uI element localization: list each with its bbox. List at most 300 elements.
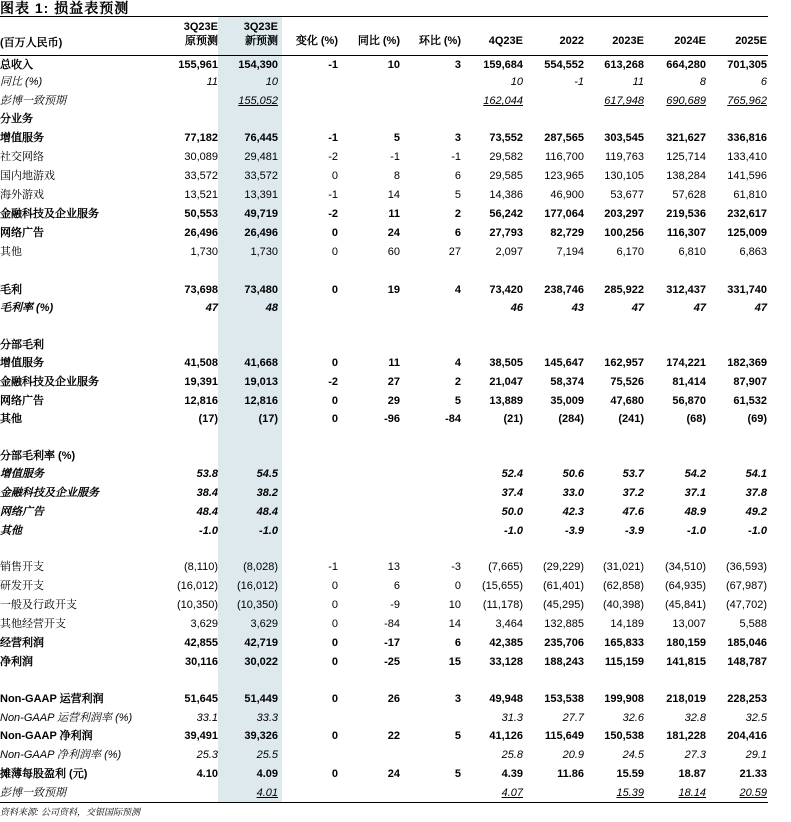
table-cell: -3.9 [625, 525, 644, 537]
column-header [646, 20, 706, 54]
table-cell: 12,816 [244, 395, 278, 407]
table-cell: 331,740 [727, 284, 767, 296]
row-label: 金融科技及企业服务 [0, 208, 99, 220]
table-cell: 13,007 [672, 618, 706, 630]
column-header-line1 [586, 20, 644, 34]
table-cell: 25.3 [196, 749, 218, 761]
table-cell: 11 [206, 76, 218, 88]
table-cell: 29 [387, 395, 400, 407]
table-row [0, 336, 791, 355]
table-cell: 19 [387, 284, 400, 296]
row-label: Non-GAAP 净利润 [0, 730, 93, 742]
table-cell: 49.2 [745, 506, 767, 518]
row-label: 净利润 [0, 656, 33, 668]
table-cell: 47 [631, 302, 644, 314]
table-cell: 87,907 [733, 376, 767, 388]
table-cell: 46,900 [550, 189, 584, 201]
table-cell: 75,526 [610, 376, 644, 388]
table-row [0, 392, 791, 411]
table-cell: 235,706 [544, 637, 584, 649]
row-label: Non-GAAP 净利润率 (%) [0, 749, 122, 761]
table-cell: 32.6 [622, 712, 644, 724]
table-cell: 554,552 [544, 59, 584, 71]
table-cell: 33.0 [562, 487, 584, 499]
table-cell: 701,305 [727, 59, 767, 71]
row-label: 增值服务 [0, 357, 44, 369]
table-cell: 29,585 [489, 170, 523, 182]
table-cell: 24 [387, 768, 400, 780]
table-row [0, 243, 791, 262]
table-cell: 664,280 [666, 59, 706, 71]
table-cell: (11,178) [482, 599, 523, 611]
table-cell: 2,097 [495, 246, 523, 258]
table-row [0, 281, 791, 300]
column-header [586, 20, 644, 54]
table-cell: 141,815 [666, 656, 706, 668]
table-cell: 3,629 [190, 618, 218, 630]
table-cell: 27 [448, 246, 461, 258]
table-cell: 138,284 [666, 170, 706, 182]
table-cell: 8 [393, 170, 400, 182]
table-cell: (10,350) [177, 599, 218, 611]
table-cell: (62,858) [603, 580, 644, 592]
row-label: 金融科技及企业服务 [0, 376, 99, 388]
table-cell: 1,730 [190, 246, 218, 258]
row-label: 总收入 [0, 59, 33, 71]
column-header [214, 20, 278, 54]
column-header-line2: 2025E [735, 35, 767, 47]
table-cell: 5 [454, 395, 461, 407]
row-label: 其他 [0, 413, 22, 425]
unit-label: (百万人民币) [0, 37, 63, 49]
table-cell: (284) [558, 413, 584, 425]
table-cell: 123,965 [544, 170, 584, 182]
table-cell: 47 [205, 302, 218, 314]
table-cell: 22 [387, 730, 400, 742]
column-header-line1 [282, 20, 338, 34]
table-cell: -3 [451, 561, 461, 573]
table-cell: 287,565 [544, 132, 584, 144]
table-cell: 60 [387, 246, 400, 258]
table-cell: -84 [445, 413, 461, 425]
table-cell: 11 [388, 357, 400, 369]
table-cell: 5 [454, 189, 461, 201]
table-cell: 159,684 [483, 59, 523, 71]
table-row [0, 709, 791, 728]
table-row [0, 129, 791, 148]
table-cell: (61,401) [543, 580, 584, 592]
table-cell: 6 [760, 76, 767, 88]
table-cell: 46 [510, 302, 523, 314]
table-cell: (10,350) [237, 599, 278, 611]
table-cell: 31.3 [501, 712, 523, 724]
column-header-line1: 3Q23E [183, 21, 218, 33]
table-cell: 8 [699, 76, 706, 88]
table-cell: 73,552 [489, 132, 523, 144]
table-cell: 14 [387, 189, 400, 201]
table-cell: 3,464 [495, 618, 523, 630]
table-cell: 219,536 [666, 208, 706, 220]
table-cell: 82,729 [550, 227, 584, 239]
column-header [526, 20, 584, 54]
column-header [282, 20, 338, 54]
row-label: 网络广告 [0, 395, 44, 407]
table-cell: (45,295) [543, 599, 584, 611]
column-header-line1 [708, 20, 767, 34]
column-header-line2: 2022 [559, 35, 584, 47]
table-cell: 5,588 [739, 618, 767, 630]
table-cell: 12,816 [184, 395, 218, 407]
table-cell: (67,987) [726, 580, 767, 592]
table-cell: 13,889 [489, 395, 523, 407]
table-row [0, 746, 791, 765]
table-cell: 238,746 [544, 284, 584, 296]
table-cell: 41,508 [184, 357, 218, 369]
table-cell: -1 [328, 561, 338, 573]
row-label: 国内地游戏 [0, 170, 55, 182]
table-cell: 37.1 [684, 487, 706, 499]
table-cell: (69) [747, 413, 767, 425]
table-cell: 19,013 [244, 376, 278, 388]
table-cell: 38.2 [256, 487, 278, 499]
table-cell: 2 [454, 376, 461, 388]
table-cell: 29,481 [244, 151, 278, 163]
table-row [0, 110, 791, 129]
table-cell: 48.4 [256, 506, 278, 518]
table-cell: 50.6 [562, 468, 584, 480]
table-cell: 3 [454, 59, 461, 71]
table-cell: 4.07 [501, 787, 523, 799]
table-cell: 14,386 [489, 189, 523, 201]
table-cell: (241) [618, 413, 644, 425]
table-cell: 0 [331, 656, 338, 668]
row-label: Non-GAAP 运营利润 [0, 693, 104, 705]
table-cell: 6,863 [739, 246, 767, 258]
table-cell: 182,369 [727, 357, 767, 369]
table-row [0, 615, 791, 634]
table-cell: 321,627 [666, 132, 706, 144]
row-label: 其他 [0, 525, 22, 537]
table-cell: 13,391 [244, 189, 278, 201]
row-label: 社交网络 [0, 151, 44, 163]
table-cell: 26 [387, 693, 400, 705]
row-label: 分部毛利 [0, 339, 44, 351]
table-cell: -1.0 [199, 525, 218, 537]
table-cell: -25 [384, 656, 400, 668]
table-cell: 10 [387, 59, 400, 71]
table-cell: 56,870 [672, 395, 706, 407]
table-cell: 29.1 [745, 749, 767, 761]
table-cell: 141,596 [727, 170, 767, 182]
table-cell: 41,126 [489, 730, 523, 742]
table-cell: 32.8 [684, 712, 706, 724]
table-cell: 0 [331, 768, 338, 780]
table-cell: 617,948 [604, 95, 644, 107]
table-cell: 33,572 [244, 170, 278, 182]
table-cell: 42,385 [489, 637, 523, 649]
table-cell: 77,182 [184, 132, 218, 144]
table-cell: 53,677 [610, 189, 644, 201]
table-cell: 48.4 [196, 506, 218, 518]
table-row [0, 784, 791, 803]
table-cell: 33,128 [489, 656, 523, 668]
table-cell: 3,629 [250, 618, 278, 630]
table-cell: 27 [387, 376, 400, 388]
table-cell: 0 [331, 618, 338, 630]
table-cell: (40,398) [603, 599, 644, 611]
table-cell: 32.5 [745, 712, 767, 724]
table-cell: 26,496 [184, 227, 218, 239]
table-cell: 119,763 [605, 151, 644, 163]
table-cell: 30,022 [244, 656, 278, 668]
table-cell: 56,242 [489, 208, 523, 220]
table-cell: 6 [454, 227, 461, 239]
table-cell: 4.10 [196, 768, 218, 780]
row-label: 分业务 [0, 113, 33, 125]
table-cell: 100,256 [604, 227, 644, 239]
table-cell: 54.2 [684, 468, 706, 480]
table-cell: 181,228 [666, 730, 706, 742]
table-cell: 19,391 [184, 376, 218, 388]
table-cell: 130,105 [604, 170, 644, 182]
table-cell: 37.2 [622, 487, 644, 499]
table-row [0, 596, 791, 615]
table-cell: 61,810 [733, 189, 767, 201]
table-cell: 48 [265, 302, 278, 314]
column-header-line2: 2024E [674, 35, 706, 47]
table-row [0, 410, 791, 429]
table-row [0, 727, 791, 746]
table-cell: 6,810 [678, 246, 706, 258]
table-cell: 203,297 [604, 208, 644, 220]
table-cell: 0 [331, 246, 338, 258]
table-cell: 20.9 [562, 749, 584, 761]
table-cell: 73,420 [489, 284, 523, 296]
table-cell: 13 [387, 561, 400, 573]
table-cell: 4.39 [501, 768, 523, 780]
column-header-line1 [402, 20, 461, 34]
table-cell: (36,593) [726, 561, 767, 573]
table-cell: 24 [387, 227, 400, 239]
table-cell: 4.09 [256, 768, 278, 780]
table-cell: 116,700 [545, 151, 584, 163]
row-label: 其他 [0, 246, 22, 258]
table-cell: 30,116 [184, 656, 218, 668]
table-cell: 42,719 [244, 637, 278, 649]
table-cell: (45,841) [665, 599, 706, 611]
table-cell: 53.8 [196, 468, 218, 480]
table-cell: 199,908 [604, 693, 644, 705]
table-cell: 47 [693, 302, 706, 314]
table-cell: 52.4 [501, 468, 523, 480]
table-cell: -1.0 [504, 525, 523, 537]
row-label: 网络广告 [0, 227, 44, 239]
table-cell: -1 [328, 59, 338, 71]
row-label: 网络广告 [0, 506, 44, 518]
table-cell: 116,307 [666, 227, 706, 239]
row-label: 毛利率 (%) [0, 302, 54, 314]
table-cell: 132,885 [544, 618, 584, 630]
column-header-line2: 环比 (%) [418, 35, 461, 47]
table-row [0, 186, 791, 205]
table-cell: 33.1 [196, 712, 218, 724]
column-header [150, 20, 218, 54]
table-cell: 50.0 [501, 506, 523, 518]
table-cell: 0 [331, 357, 338, 369]
table-cell: 0 [454, 580, 461, 592]
table-cell: 765,962 [727, 95, 767, 107]
table-cell: -2 [328, 151, 338, 163]
table-cell: 51,645 [184, 693, 218, 705]
table-cell: 18.14 [678, 787, 706, 799]
row-label: Non-GAAP 运营利润率 (%) [0, 712, 133, 724]
table-cell: 47 [754, 302, 767, 314]
table-cell: 30,089 [184, 151, 218, 163]
table-cell: 27,793 [489, 227, 523, 239]
table-cell: (34,510) [665, 561, 706, 573]
table-cell: (31,021) [603, 561, 644, 573]
table-cell: (17) [258, 413, 278, 425]
row-label: 摊薄每股盈利 (元) [0, 768, 88, 780]
column-header-line2: 新预测 [245, 35, 278, 47]
table-cell: 0 [331, 599, 338, 611]
table-cell: 303,545 [604, 132, 644, 144]
table-cell: (68) [686, 413, 706, 425]
table-cell: (21) [503, 413, 523, 425]
table-cell: 6 [393, 580, 400, 592]
table-cell: 27.7 [562, 712, 584, 724]
table-cell: 188,243 [544, 656, 584, 668]
table-row [0, 577, 791, 596]
table-cell: 690,689 [666, 95, 706, 107]
table-cell: -84 [384, 618, 400, 630]
row-label: 同比 (%) [0, 76, 43, 88]
column-header-line2: 原预测 [185, 35, 218, 47]
table-cell: 47,680 [610, 395, 644, 407]
column-header [708, 20, 767, 54]
table-cell: 115,649 [544, 730, 584, 742]
table-cell: 5 [454, 730, 461, 742]
table-cell: 10 [448, 599, 461, 611]
table-cell: -17 [384, 637, 400, 649]
table-cell: 4 [454, 284, 461, 296]
table-row [0, 354, 791, 373]
table-cell: -1.0 [259, 525, 278, 537]
table-cell: 0 [331, 693, 338, 705]
table-cell: 54.5 [256, 468, 278, 480]
row-label: 增值服务 [0, 132, 44, 144]
table-cell: -1.0 [687, 525, 706, 537]
column-header [340, 20, 400, 54]
column-header-line1 [526, 20, 584, 34]
column-header-line1: 3Q23E [243, 21, 278, 33]
table-cell: 177,064 [544, 208, 584, 220]
row-label: 分部毛利率 (%) [0, 450, 76, 462]
table-cell: 61,532 [733, 395, 767, 407]
table-cell: 15.39 [616, 787, 644, 799]
row-label: 销售开支 [0, 561, 44, 573]
table-cell: 153,538 [544, 693, 584, 705]
table-row [0, 447, 791, 466]
table-cell: 4.01 [256, 787, 278, 799]
table-cell: 4 [454, 357, 461, 369]
table-cell: 73,480 [244, 284, 278, 296]
table-cell: -1 [574, 76, 584, 88]
table-cell: 42,855 [184, 637, 218, 649]
table-cell: 49,948 [489, 693, 523, 705]
table-cell: 76,445 [244, 132, 278, 144]
table-cell: 185,046 [727, 637, 767, 649]
table-cell: 25.8 [501, 749, 523, 761]
table-cell: 232,617 [727, 208, 767, 220]
table-cell: 5 [393, 132, 400, 144]
table-row [0, 484, 791, 503]
row-label: 彭博一致预期 [0, 787, 66, 799]
table-cell: (15,655) [482, 580, 523, 592]
table-cell: 81,414 [672, 376, 706, 388]
table-cell: (8,028) [243, 561, 278, 573]
table-cell: 155,052 [238, 95, 278, 107]
table-cell: 25.5 [256, 749, 278, 761]
table-cell: 218,019 [666, 693, 706, 705]
table-cell: -1 [390, 151, 400, 163]
table-cell: -2 [328, 376, 338, 388]
table-cell: 3 [454, 693, 461, 705]
table-cell: 54.1 [745, 468, 767, 480]
table-cell: 33.3 [256, 712, 278, 724]
table-cell: 0 [331, 227, 338, 239]
column-header [462, 20, 523, 54]
column-header-line2: 同比 (%) [357, 35, 400, 47]
table-cell: -1.0 [748, 525, 767, 537]
column-header-line2: 4Q23E [488, 35, 523, 47]
table-cell: -1 [328, 189, 338, 201]
table-cell: 0 [331, 413, 338, 425]
table-cell: (47,702) [726, 599, 767, 611]
table-cell: 148,787 [727, 656, 767, 668]
table-cell: 21,047 [489, 376, 523, 388]
table-row [0, 503, 791, 522]
row-label: 经营利润 [0, 637, 44, 649]
table-row [0, 558, 791, 577]
table-cell: 57,628 [672, 189, 706, 201]
table-row [0, 148, 791, 167]
table-cell: (29,229) [543, 561, 584, 573]
column-header-line1 [646, 20, 706, 34]
table-cell: 58,374 [550, 376, 584, 388]
table-cell: 154,390 [238, 59, 278, 71]
table-row [0, 522, 791, 541]
table-cell: 14,189 [610, 618, 644, 630]
table-cell: 6,170 [616, 246, 644, 258]
table-cell: 42.3 [562, 506, 584, 518]
table-cell: -9 [390, 599, 400, 611]
table-row [0, 167, 791, 186]
table-cell: 38.4 [196, 487, 218, 499]
table-cell: 51,449 [244, 693, 278, 705]
table-cell: 6 [454, 170, 461, 182]
row-label: 一般及行政开支 [0, 599, 77, 611]
column-header [402, 20, 461, 54]
table-cell: -1 [451, 151, 461, 163]
table-cell: 48.9 [684, 506, 706, 518]
table-cell: 50,553 [184, 208, 218, 220]
table-cell: 125,009 [727, 227, 767, 239]
table-cell: -1 [328, 132, 338, 144]
table-cell: (17) [198, 413, 218, 425]
table-cell: 6 [454, 637, 461, 649]
table-cell: 24.5 [622, 749, 644, 761]
